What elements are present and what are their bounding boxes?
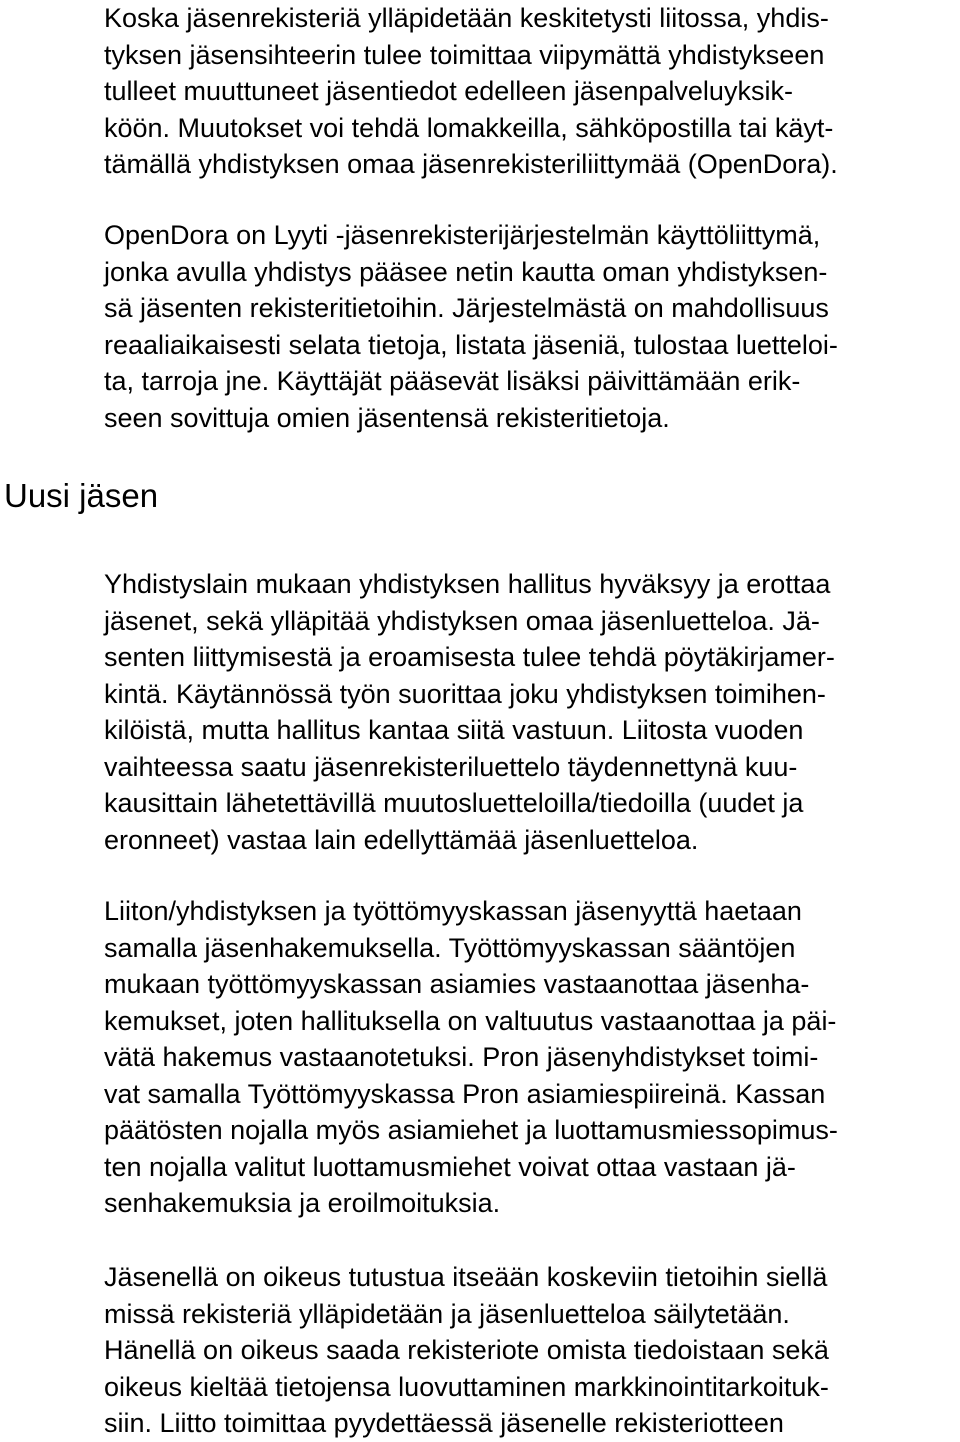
text-line: kintä. Käytännössä työn suorittaa joku yhdistyksen toimihen- [104, 678, 826, 709]
text-line: ta, tarroja jne. Käyttäjät pääsevät lisäksi päivittämään erik- [104, 366, 801, 396]
text-line: vaihteessa saatu jäsenrekisteriluettelo täydennettynä kuu- [104, 751, 798, 782]
text-line: Yhdistyslain mukaan yhdistyksen hallitus hyväksyy ja erottaa [104, 569, 831, 599]
text-line: missä rekisteriä ylläpidetään ja jäsenluetteloa säilytetään. [104, 1298, 790, 1329]
text-line: köön. Muutokset voi tehdä lomakkeilla, sähköpostilla tai käyt- [104, 112, 834, 143]
text-line: oikeus kieltää tietojensa luovuttaminen markkinointitarkoituk- [104, 1371, 829, 1402]
text-line: tulleet muuttuneet jäsentiedot edelleen jäsenpalveluyksik- [104, 76, 793, 106]
text-line: ten nojalla valitut luottamusmiehet voivat ottaa vastaan jä- [104, 1151, 796, 1182]
text-line: siin. Liitto toimittaa pyydettäessä jäsenelle rekisteriotteen [104, 1408, 784, 1438]
paragraph-member-rights [104, 1259, 954, 1442]
paragraph-unemployment-fund [104, 893, 954, 1222]
text-line: senten liittymisestä ja eroamisesta tulee tehdä pöytäkirjamer- [104, 642, 835, 672]
text-line: eronneet) vastaa lain edellyttämää jäsenluetteloa. [104, 824, 699, 855]
text-line: tämällä yhdistyksen omaa jäsenrekisteriliittymää (OpenDora). [104, 149, 838, 179]
text-line: Liiton/yhdistyksen ja työttömyyskassan jäsenyyttä haetaan [104, 896, 802, 926]
text-line: jonka avulla yhdistys pääsee netin kautta oman yhdistyksen- [104, 256, 828, 287]
paragraph-association-law [104, 566, 954, 858]
text-line: jäsenet, sekä ylläpitää yhdistyksen omaa jäsenluetteloa. Jä- [104, 605, 820, 636]
paragraph-opendora [104, 217, 954, 436]
text-line: seen sovittuja omien jäsentensä rekisteritietoja. [104, 402, 670, 433]
text-line: senhakemuksia ja eroilmoituksia. [104, 1188, 501, 1218]
paragraph-membership-register [104, 0, 954, 183]
text-line: Jäsenellä on oikeus tutustua itseään koskeviin tietoihin siellä [104, 1262, 828, 1292]
text-line: päätösten nojalla myös asiamiehet ja luottamusmiessopimus- [104, 1115, 838, 1145]
text-line: tyksen jäsensihteerin tulee toimittaa viipymättä yhdistykseen [104, 39, 825, 70]
text-line: sä jäsenten rekisteritietoihin. Järjestelmästä on mahdollisuus [104, 293, 829, 323]
text-line: reaaliaikaisesti selata tietoja, listata jäseniä, tulostaa luetteloi- [104, 329, 838, 360]
text-line: samalla jäsenhakemuksella. Työttömyyskassan sääntöjen [104, 932, 796, 963]
section-heading-new-member: Uusi jäsen [4, 477, 159, 514]
text-line: mukaan työttömyyskassan asiamies vastaanottaa jäsenha- [104, 969, 810, 999]
text-line: kemukset, joten hallituksella on valtuutus vastaanottaa ja päi- [104, 1005, 837, 1036]
text-line: Koska jäsenrekisteriä ylläpidetään keskitetysti liitossa, yhdis- [104, 3, 829, 33]
text-line: kilöistä, mutta hallitus kantaa siitä vastuun. Liitosta vuoden [104, 715, 804, 745]
text-line: vat samalla Työttömyyskassa Pron asiamiespiireinä. Kassan [104, 1078, 826, 1109]
text-line: vätä hakemus vastaanotetuksi. Pron jäsenyhdistykset toimi- [104, 1042, 819, 1072]
text-line: OpenDora on Lyyti -jäsenrekisterijärjestelmän käyttöliittymä, [104, 220, 821, 250]
text-line: Hänellä on oikeus saada rekisteriote omista tiedoistaan sekä [104, 1335, 829, 1365]
text-line: kausittain lähetettävillä muutosluetteloilla/tiedoilla (uudet ja [104, 788, 804, 818]
